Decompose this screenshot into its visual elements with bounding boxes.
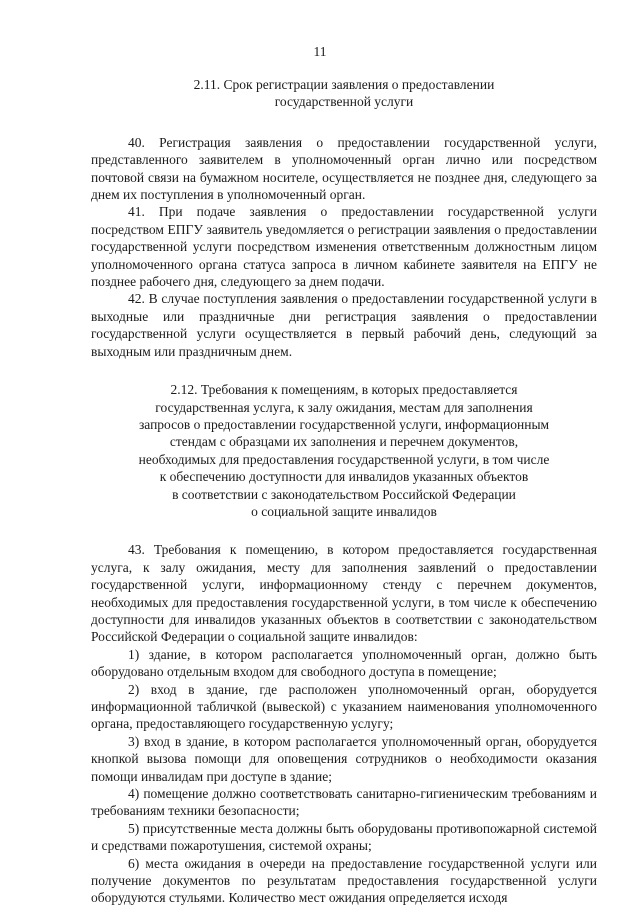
heading-line: в соответствии с законодательством Российской Федерации xyxy=(172,486,516,502)
heading-line: о социальной защите инвалидов xyxy=(251,503,437,519)
list-item-3: 3) вход в здание, в котором располагается уполномоченный орган, оборудуется кнопкой вызова помощи для оповещения сотрудников о необходимости оказания помощи инвалидам при доступе в здание; xyxy=(91,733,597,784)
page-number: 11 xyxy=(313,44,327,59)
page-content xyxy=(91,76,597,907)
section-heading-2-12 xyxy=(91,381,597,520)
list-item-4: 4) помещение должно соответствовать санитарно-гигиеническим требованиям и требованиям техники безопасности; xyxy=(91,786,597,819)
heading-line: 2.12. Требования к помещениям, в которых предоставляется xyxy=(170,382,518,398)
heading-line: необходимых для предоставления государственной услуги, в том числе xyxy=(138,451,550,467)
paragraph-43: 43. Требования к помещению, в котором предоставляется государственная услуга, к залу ожидания, месту для заполнения заявлений о предоставлении государственной услуги, информационному стенду с перечнем документов, необходимых для предоставления государственной услуги, в том числе к обеспечению доступности для инвалидов указанных объектов в соответствии с законодательством Российской Федерации о социальной защите инвалидов: xyxy=(91,542,597,645)
heading-line: к обеспечению доступности для инвалидов указанных объектов xyxy=(159,469,529,485)
list-item-5: 5) присутственные места должны быть оборудованы противопожарной системой и средствами пожаротушения, системой охраны; xyxy=(91,820,597,854)
heading-line: государственная услуга, к залу ожидания, местам для заполнения xyxy=(155,399,533,415)
heading-line: стендам с образцами их заполнения и перечнем документов, xyxy=(169,434,519,450)
heading-line: государственной услуги xyxy=(274,94,414,110)
list-item-6: 6) места ожидания в очереди на предоставление государственной услуги или получение документов по результатам предоставления государственной услуги оборудуются стульями. Количество мест ожидания определяется исходя xyxy=(91,855,597,906)
list-item-1: 1) здание, в котором располагается уполномоченный орган, должно быть оборудовано отдельным входом для свободного доступа в помещение; xyxy=(91,646,597,680)
paragraph-40: 40. Регистрация заявления о предоставлении государственной услуги, представленного заявителем в уполномоченный орган лично или посредством почтовой связи на бумажном носителе, осуществляется не позднее дня, следующего за днем их поступления в уполномоченный орган. xyxy=(91,134,597,203)
paragraph-41: 41. При подаче заявления о предоставлении государственной услуги посредством ЕПГУ заявитель уведомляется о регистрации заявления о предоставлении государственной услуги посредством изменения ответственным должностным лицом уполномоченного органа статуса запроса в личном кабинете заявителя на ЕПГУ не позднее рабочего дня, следующего за днем подачи. xyxy=(91,204,597,290)
list-item-2: 2) вход в здание, где расположен уполномоченный орган, оборудуется информационной табличкой (вывеской) с указанием наименования уполномоченного органа, предоставляющего государственную услугу; xyxy=(91,681,597,732)
heading-line: запросов о предоставлении государственной услуги, информационным xyxy=(138,416,550,432)
paragraph-42: 42. В случае поступления заявления о предоставлении государственной услуги в выходные или праздничные дни регистрация заявления о предоставлении государственной услуги осуществляется в первый рабочий день, следующий за выходным или праздничным днем. xyxy=(91,291,597,359)
section-heading-2-11 xyxy=(91,76,597,111)
heading-line: 2.11. Срок регистрации заявления о предоставлении xyxy=(193,77,495,92)
